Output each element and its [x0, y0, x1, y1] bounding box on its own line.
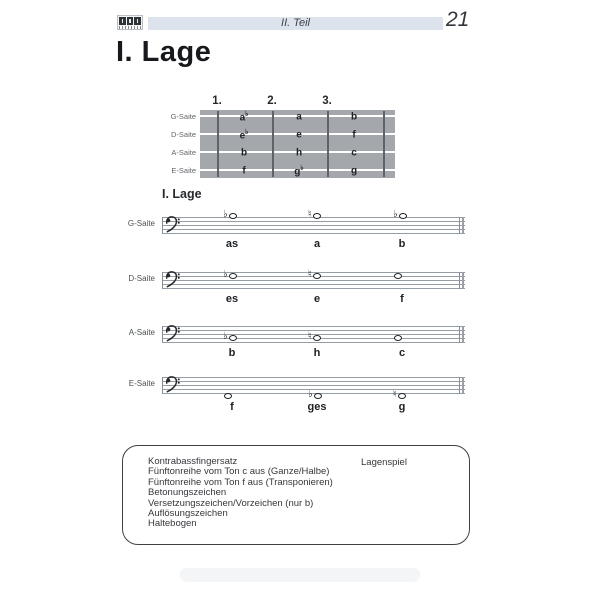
staff-system-a — [100, 314, 480, 364]
position-header: 2. — [267, 95, 277, 107]
whole-note: ♮ — [308, 210, 321, 222]
string-label: E-Saite — [171, 166, 196, 175]
final-barline — [459, 377, 460, 394]
whole-note: ♮ — [308, 332, 321, 344]
final-barline — [462, 377, 465, 394]
note-name: b — [398, 238, 406, 250]
staff-label: A-Saite — [128, 328, 155, 337]
staff-system-d — [100, 260, 480, 310]
bass-clef-icon — [165, 270, 180, 289]
whole-note: ♭ — [223, 210, 237, 222]
fingerboard-note: f — [352, 129, 356, 141]
final-barline — [459, 217, 460, 234]
bass-clef-icon — [165, 375, 180, 394]
page-number: 21 — [446, 8, 470, 31]
fingerboard-note: g — [350, 165, 358, 177]
summary-right-label: Lagenspiel — [361, 457, 407, 468]
final-barline — [462, 217, 465, 234]
fingerboard-note: e♭ — [239, 129, 249, 142]
page-title: I. Lage — [116, 36, 212, 68]
summary-item: Fünftonreihe vom Ton c aus (Ganze/Halbe) — [148, 466, 330, 478]
summary-item: Betonungszeichen — [148, 487, 227, 499]
bass-clef-icon — [165, 324, 180, 343]
piano-keys-icon — [119, 17, 141, 25]
final-barline — [462, 272, 465, 289]
note-name: es — [225, 293, 239, 305]
final-barline — [459, 272, 460, 289]
note-name: h — [313, 347, 321, 359]
summary-item: Auflösungszeichen — [148, 508, 228, 520]
summary-item: Kontrabassfingersatz — [148, 456, 238, 467]
final-barline — [459, 326, 460, 343]
whole-note: ♭ — [308, 390, 322, 402]
position-header: 1. — [212, 95, 222, 107]
publisher-logo — [117, 15, 143, 30]
note-name: as — [225, 238, 239, 250]
note-name: ges — [307, 401, 327, 413]
whole-note: ♭ — [393, 210, 407, 222]
note-name: g — [398, 401, 406, 413]
final-barline — [462, 326, 465, 343]
fingerboard-note: h — [295, 147, 303, 159]
fingerboard-note: c — [351, 147, 357, 159]
fingerboard-note: b — [240, 147, 248, 159]
staff-label: D-Saite — [128, 274, 155, 283]
whole-note: ♭ — [223, 332, 237, 344]
position-header: 3. — [322, 95, 332, 107]
fret-line — [327, 111, 329, 177]
fingerboard-note: g♭ — [294, 165, 304, 178]
section-subtitle: I. Lage — [162, 187, 202, 201]
fingerboard-note: f — [242, 165, 246, 177]
scan-artifact — [180, 568, 420, 582]
fingerboard-note: b — [350, 111, 358, 123]
fingerboard-note: a♭ — [239, 111, 249, 124]
note-name: c — [398, 347, 406, 359]
fingerboard-note: a — [296, 111, 302, 123]
barline — [162, 377, 163, 394]
whole-note: ♮ — [393, 390, 406, 402]
fingerboard-diagram — [155, 93, 405, 185]
summary-item: Fünftonreihe vom Ton f aus (Transponieren) — [148, 476, 333, 488]
whole-note: ♮ — [308, 270, 321, 282]
summary-list — [148, 457, 333, 530]
string-label: G-Saite — [170, 112, 196, 121]
fret-line — [383, 111, 385, 177]
barline — [162, 326, 163, 343]
staff-label: E-Saite — [128, 379, 155, 388]
summary-item: Versetzungszeichen/Vorzeichen (nur b) — [148, 497, 314, 509]
staff-system-g — [100, 205, 480, 255]
note-name: b — [228, 347, 236, 359]
barline — [162, 272, 163, 289]
barline — [162, 217, 163, 234]
note-name: f — [230, 401, 234, 413]
summary-item: Haltebogen — [148, 518, 197, 530]
whole-note — [393, 270, 402, 282]
note-name: f — [400, 293, 404, 305]
whole-note — [393, 332, 402, 344]
bass-clef-icon — [165, 215, 180, 234]
note-name: a — [313, 238, 321, 250]
fret-line — [217, 111, 219, 177]
note-name: e — [313, 293, 321, 305]
fingerboard-note: e — [296, 129, 302, 141]
section-label: II. Teil — [281, 17, 310, 29]
summary-box — [122, 445, 470, 545]
fret-line — [272, 111, 274, 177]
string-label: A-Saite — [171, 148, 196, 157]
staff-system-e — [100, 365, 480, 415]
whole-note: ♭ — [223, 270, 237, 282]
staff-label: G-Saite — [127, 219, 155, 228]
string-label: D-Saite — [170, 130, 196, 139]
